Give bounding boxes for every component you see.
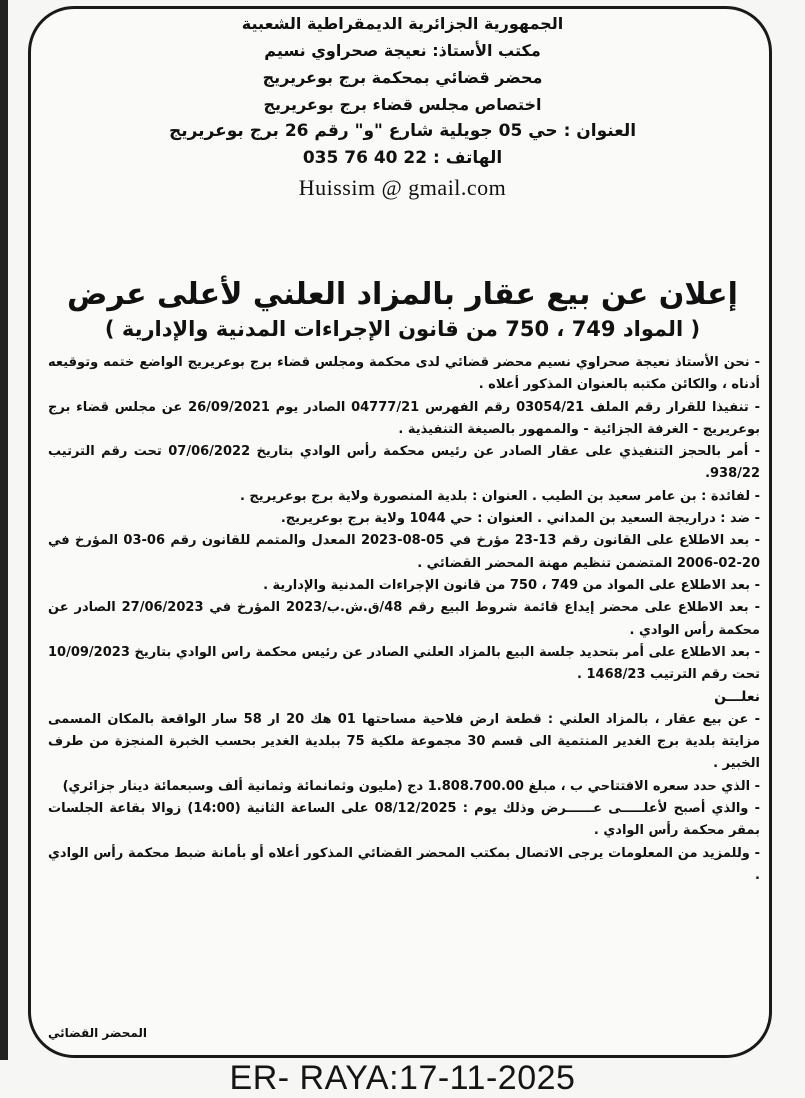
paragraph: - بعد الاطلاع على القانون رقم 13-23 مؤرخ في 05-08-2023 المعدل والمتمم للقانون رقم 06-03 المؤرخ في 20-02-2006 المتضمن تنظيم مهنة المحضر القضائي . <box>48 533 760 571</box>
jurisdiction: اختصاص مجلس قضاء برج بوعريريج <box>263 95 542 114</box>
announce-heading: نعلـــن <box>714 689 760 706</box>
paragraph: - بعد الاطلاع على المواد من 749 ، 750 من قانون الإجراءات المدنية والإدارية . <box>263 577 760 593</box>
email: Huissim @ gmail.com <box>298 175 507 200</box>
letterhead <box>60 10 745 204</box>
paragraph: - وللمزيد من المعلومات يرجى الاتصال بمكتب المحضر القضائي المذكور أعلاه أو بأمانة ضبط محكمة رأس الوادي . <box>48 845 760 883</box>
notice-body <box>48 352 760 887</box>
phone: الهاتف : 22 40 76 035 <box>302 148 503 168</box>
paragraph: - والذي أصبح لأعلـــــى عــــــرض وذلك يوم : 08/12/2025 على الساعة الثانية (14:00) زوالا بقاعة الجلسات بمقر محكمة رأس الوادي . <box>48 800 760 839</box>
republic-name: الجمهورية الجزائرية الديمقراطية الشعبية <box>241 14 564 33</box>
paragraph: - نحن الأستاذ نعيجة صحراوي نسيم محضر قضائي لدى محكمة ومجلس قضاء برج بوعريريج الواضع ختمه وتوقيعه أدناه ، والكائن مكتبه بالعنوان المذكور أعلاه . <box>48 355 760 393</box>
paragraph: - تنفيذا للقرار رقم الملف 03054/21 رقم الفهرس 04777/21 الصادر يوم 26/09/2021 عن مجلس قضاء برج بوعريريج - الغرفة الجزائية - والممهور بالصيغة التنفيذية . <box>48 399 760 437</box>
office-name: مكتب الأستاذ: نعيجة صحراوي نسيم <box>264 41 541 60</box>
bailiff-title: محضر قضائي بمحكمة برج بوعريريج <box>262 68 543 87</box>
notice-title: إعلان عن بيع عقار بالمزاد العلني لأعلى عرض <box>67 277 738 312</box>
notice-subtitle: ( المواد 749 ، 750 من قانون الإجراءات المدنية والإدارية ) <box>104 317 701 341</box>
page-edge <box>0 0 8 1060</box>
paragraph: - لفائدة : بن عامر سعيد بن الطيب . العنوان : بلدية المنصورة ولاية برج بوعريريج . <box>239 488 760 504</box>
paragraph: - بعد الاطلاع على محضر إيداع قائمة شروط البيع رقم 48/ق.ش.ب/2023 المؤرخ في 27/06/2023 الصادر عن محكمة رأس الوادي . <box>48 600 760 638</box>
paragraph: - الذي حدد سعره الافتتاحي ب ، مبلغ 1.808.700.00 دج (مليون وثمانمائة وثمانية ألف وسبعمائة دينار جزائري) <box>62 778 760 794</box>
paragraph: - ضد : دراريجة السعيد بن المداني . العنوان : حي 1044 ولاية برج بوعريريج. <box>280 511 760 527</box>
paragraph: - عن بيع عقار ، بالمزاد العلني : قطعة ارض فلاحية مساحتها 01 هك 20 ار 58 سار الواقعة بالمكان المسمى مزايتة بلدية برج الغدير المنتمية الى قسم 30 مجموعة ملكية 75 ببلدية الغدير بحسب الخبرة المنجزة من طرف الخبير . <box>48 711 760 772</box>
address: العنوان : حي 05 جويلية شارع "و" رقم 26 برج بوعريريج <box>168 121 637 141</box>
paragraph: - بعد الاطلاع على أمر بتحديد جلسة البيع بالمزاد العلني الصادر عن رئيس محكمة راس الوادي بتاريخ 10/09/2023 تحت رقم الترتيب 1468/23 . <box>48 644 760 683</box>
signature: المحضر القضائي <box>48 1026 148 1040</box>
publication-stamp: ER- RAYA:17-11-2025 <box>229 1059 576 1097</box>
paragraph: - أمر بالحجز التنفيذي على عقار الصادر عن رئيس محكمة رأس الوادي بتاريخ 07/06/2022 تحت رقم الترتيب 938/22. <box>48 444 761 482</box>
